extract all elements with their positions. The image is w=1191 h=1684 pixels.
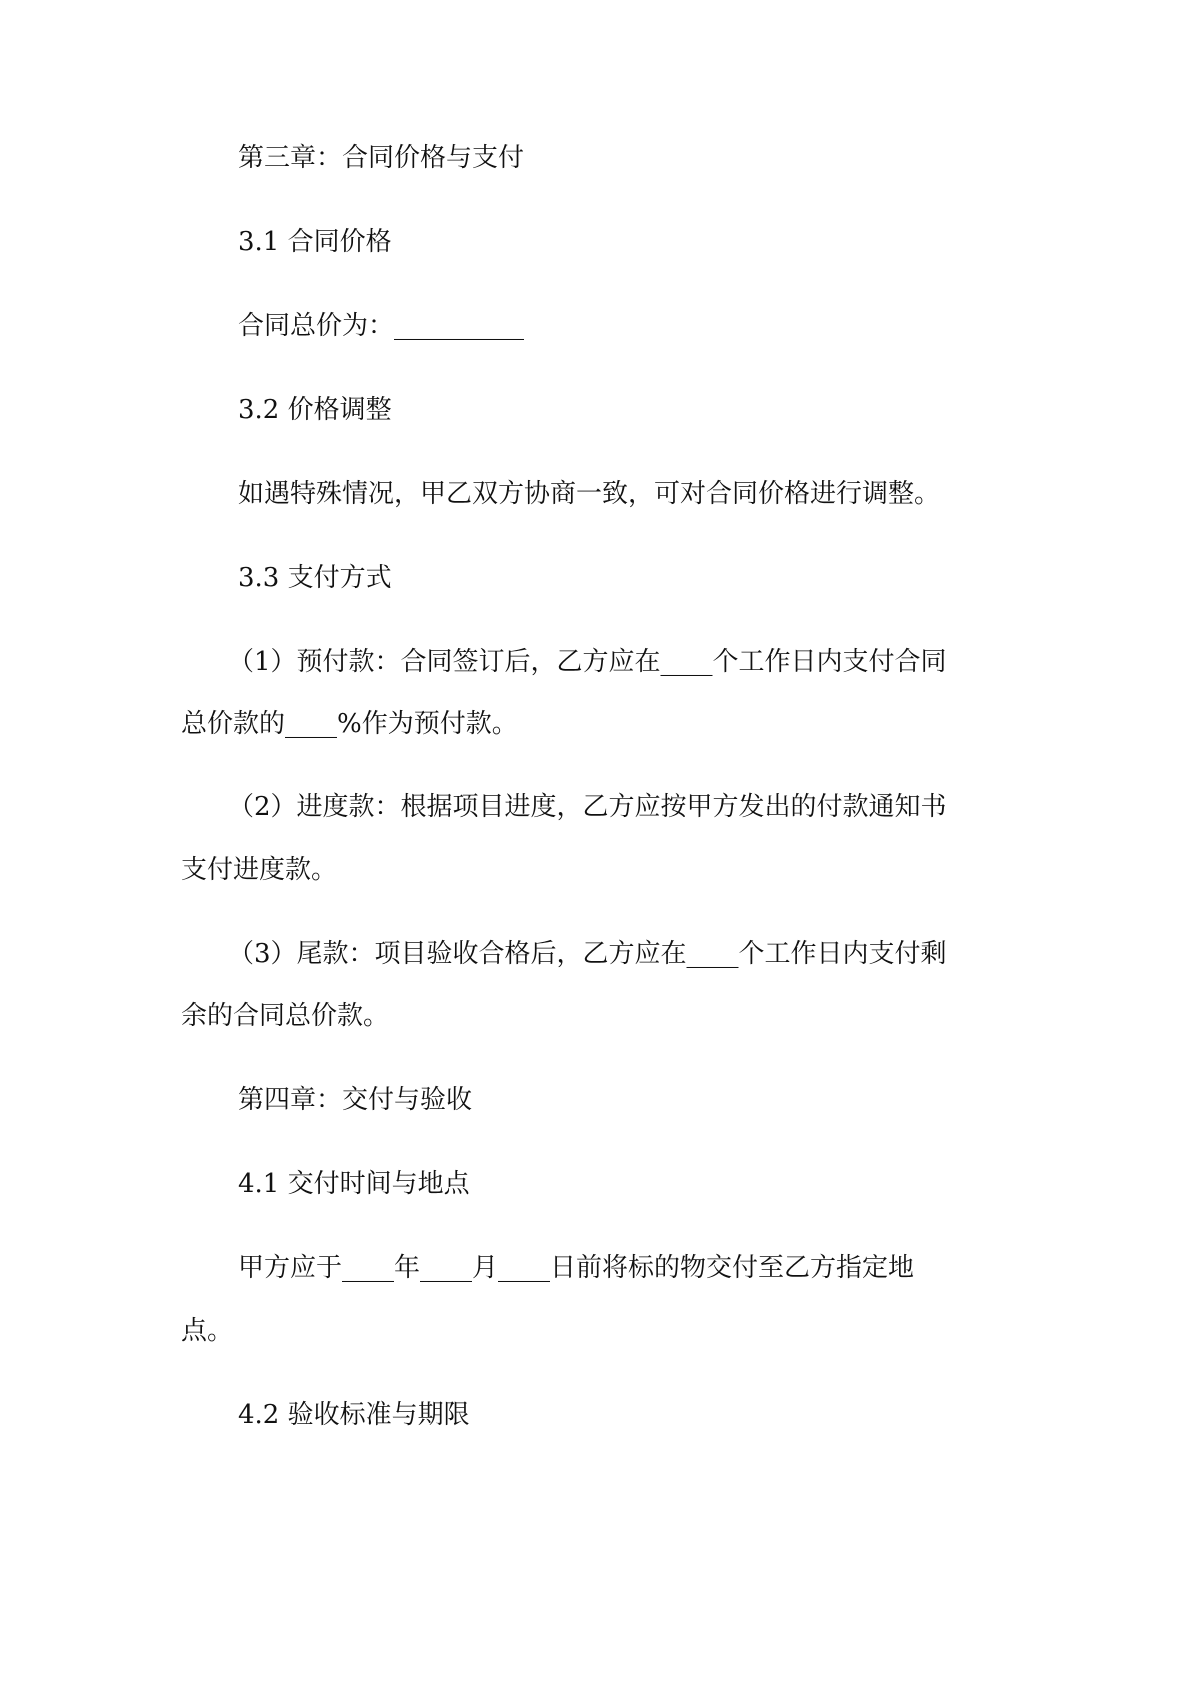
payment-item-2-line-1: （2）进度款：根据项目进度，乙方应按甲方发出的付款通知书	[228, 792, 947, 822]
section-4-1-heading: 4.1 交付时间与地点	[238, 1169, 470, 1199]
payment-item-2-line-2: 支付进度款。	[181, 855, 338, 885]
payment-item-1-line-2: 总价款的____%作为预付款。	[181, 709, 518, 739]
chapter-3-heading: 第三章：合同价格与支付	[238, 143, 525, 173]
section-3-3-heading: 3.3 支付方式	[238, 563, 392, 593]
section-4-1-body-line-2: 点。	[181, 1316, 234, 1346]
section-3-2-heading: 3.2 价格调整	[238, 395, 392, 425]
section-3-2-body: 如遇特殊情况，甲乙双方协商一致，可对合同价格进行调整。	[238, 479, 941, 509]
section-4-2-heading: 4.2 验收标准与期限	[238, 1400, 470, 1430]
section-4-1-body-line-1: 甲方应于____年____月____日前将标的物交付至乙方指定地	[238, 1253, 915, 1283]
payment-item-1-line-1: （1）预付款：合同签订后，乙方应在____个工作日内支付合同	[228, 647, 947, 677]
section-3-1-body: 合同总价为：__________	[238, 311, 525, 341]
payment-item-3-line-2: 余的合同总价款。	[181, 1001, 390, 1031]
payment-item-3-line-1: （3）尾款：项目验收合格后，乙方应在____个工作日内支付剩	[228, 939, 947, 969]
section-3-1-heading: 3.1 合同价格	[238, 227, 392, 257]
chapter-4-heading: 第四章：交付与验收	[238, 1085, 473, 1115]
